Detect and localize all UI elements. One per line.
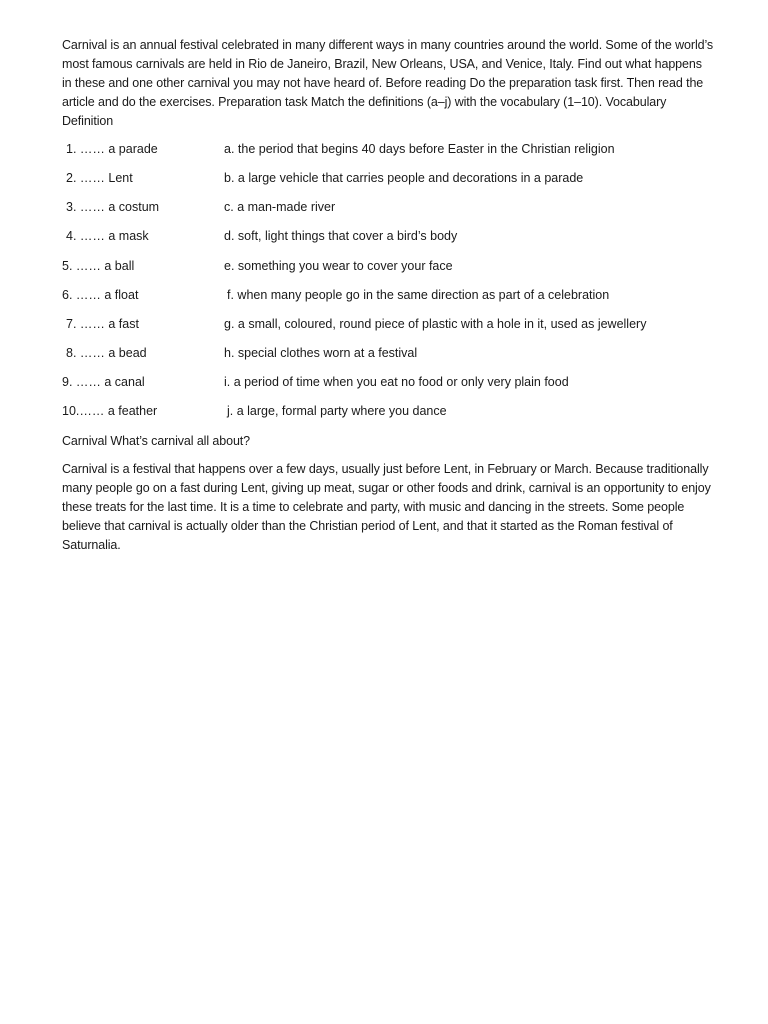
vocab-term: 8. …… a bead — [66, 346, 147, 360]
article-heading: Carnival What’s carnival all about? — [62, 434, 251, 448]
vocab-definition: c. a man-made river — [224, 200, 336, 214]
vocab-definition: j. a large, formal party where you dance — [227, 404, 447, 418]
vocab-term: 3. …… a costum — [66, 200, 160, 214]
vocab-row — [0, 344, 768, 363]
vocab-definition: i. a period of time when you eat no food or only very plain food — [224, 375, 569, 389]
vocab-term: 6. …… a float — [62, 288, 139, 302]
vocab-row — [0, 169, 768, 188]
vocab-term: 7. …… a fast — [66, 317, 139, 331]
article-paragraph: Carnival is a festival that happens over a few days, usually just before Lent, in February or March. Because traditionally many people go on a fast during Lent, giving up meat, sugar or other foods and drink, carnival is an opportunity to enjoy these treats for the last time. It is a time to celebrate and party, with music and dancing in the streets. Some people believe that carnival is actually older than the Christian period of Lent, and that it started as the Roman festival of Saturnalia. — [62, 462, 711, 552]
vocab-term: 10.…… a feather — [62, 404, 158, 418]
vocab-row — [0, 373, 768, 392]
vocab-row — [0, 315, 768, 334]
vocab-definition: a. the period that begins 40 days before Easter in the Christian religion — [224, 142, 615, 156]
vocab-term: 2. …… Lent — [66, 171, 133, 185]
vocab-definition: e. something you wear to cover your face — [224, 259, 453, 273]
vocab-definition: g. a small, coloured, round piece of plastic with a hole in it, used as jewellery — [224, 317, 647, 331]
vocab-term: 5. …… a ball — [62, 259, 135, 273]
intro-paragraph: Carnival is an annual festival celebrated in many different ways in many countries around the world. Some of the world’s most famous carnivals are held in Rio de Janeiro, Brazil, New Orleans, USA, and Venice, Italy. Find out what happens in these and one other carnival you may not have heard of. Before reading Do the preparation task first. Then read the article and do the exercises. Preparation task Match the definitions (a–j) with the vocabulary (1–10). Vocabulary Definition — [62, 38, 714, 128]
vocab-term: 9. …… a canal — [62, 375, 145, 389]
vocab-definition: f. when many people go in the same direction as part of a celebration — [227, 288, 610, 302]
vocab-definition: h. special clothes worn at a festival — [224, 346, 418, 360]
vocab-row — [0, 257, 768, 276]
vocab-row — [0, 227, 768, 246]
vocab-definition: d. soft, light things that cover a bird’s body — [224, 229, 458, 243]
vocab-row — [0, 286, 768, 305]
vocab-term: 1. …… a parade — [66, 142, 158, 156]
vocab-row — [0, 198, 768, 217]
vocab-term: 4. …… a mask — [66, 229, 149, 243]
vocab-definition: b. a large vehicle that carries people and decorations in a parade — [224, 171, 584, 185]
vocab-row — [0, 402, 768, 421]
vocab-row — [0, 140, 768, 159]
